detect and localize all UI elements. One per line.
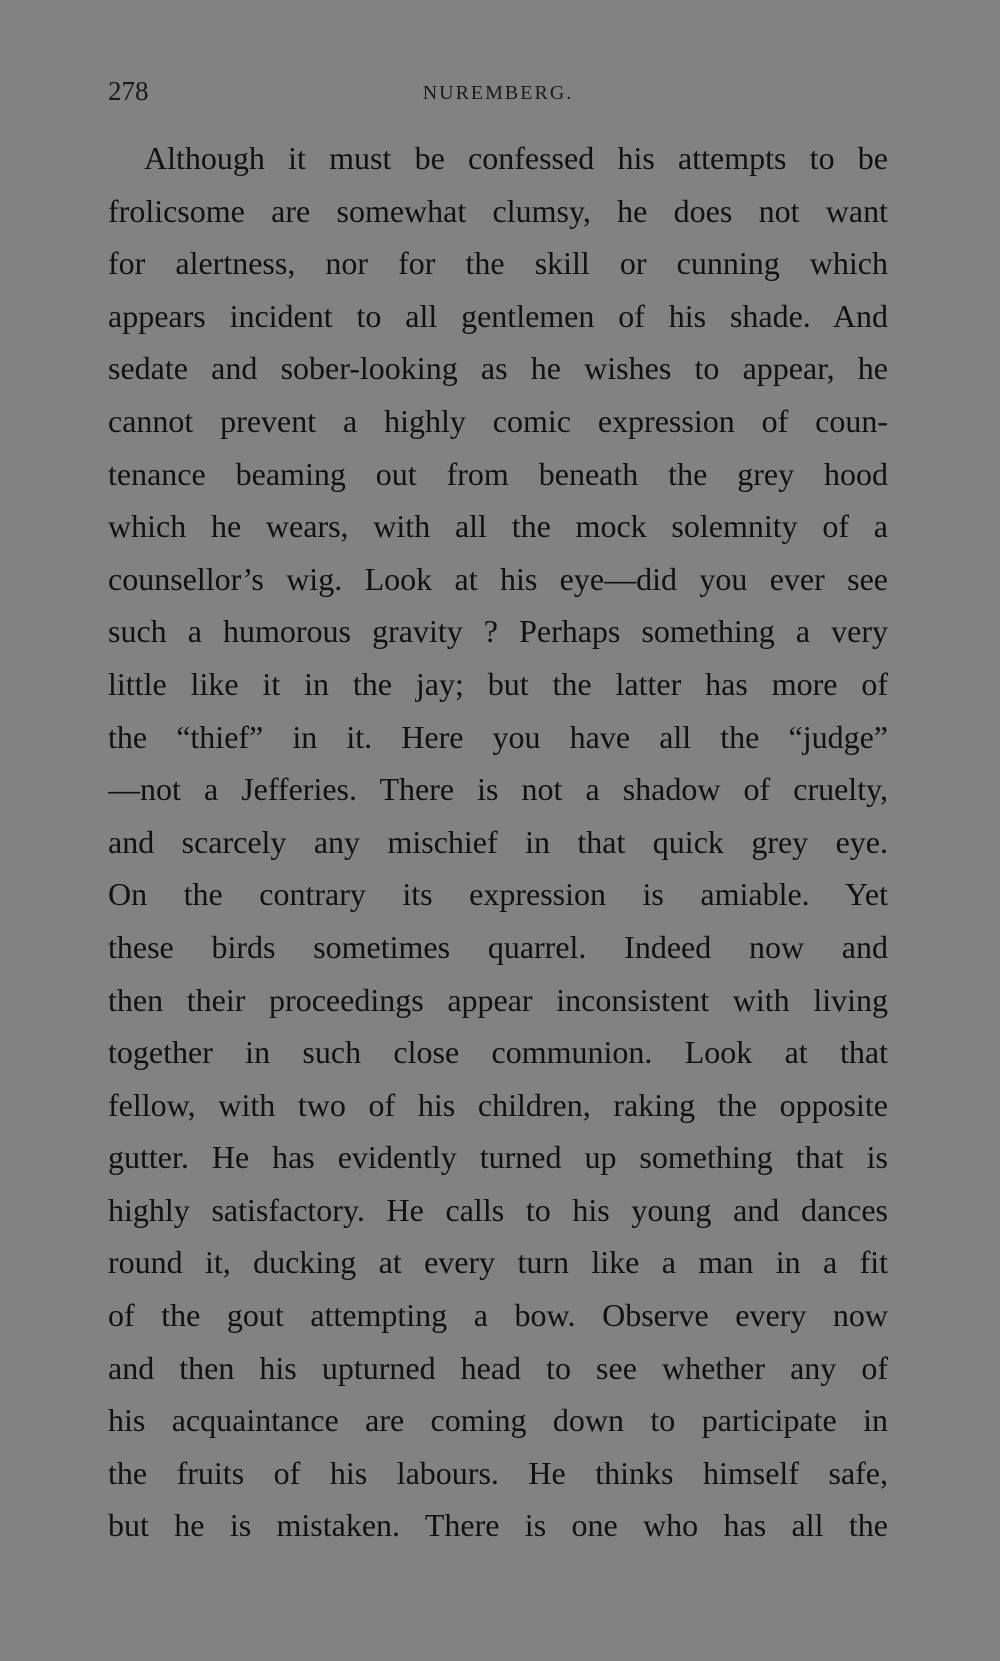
text-line: and then his upturned head to see whether any of (108, 1349, 888, 1386)
text-line: frolicsome are somewhat clumsy, he does not want (108, 192, 888, 229)
text-line: together in such close communion. Look at that (108, 1034, 888, 1071)
text-line: his acquaintance are coming down to participate in (108, 1402, 888, 1439)
text-line: —not a Jefferies. There is not a shadow of cruelty, (108, 771, 888, 808)
text-line: gutter. He has evidently turned up something that is (108, 1139, 888, 1176)
text-line: Although it must be confessed his attempts to be (144, 140, 888, 176)
text-line: appears incident to all gentlemen of his shade. And (108, 297, 888, 334)
text-line: which he wears, with all the mock solemnity of a (108, 508, 888, 545)
text-line: On the contrary its expression is amiable. Yet (108, 876, 888, 913)
body-text (108, 132, 888, 1552)
text-line: the fruits of his labours. He thinks himself safe, (108, 1454, 888, 1491)
text-line: but he is mistaken. There is one who has all the (108, 1507, 888, 1544)
text-line: then their proceedings appear inconsistent with living (108, 981, 888, 1018)
text-line: and scarcely any mischief in that quick grey eye. (108, 823, 888, 860)
text-line: counsellor’s wig. Look at his eye—did you ever see (108, 560, 888, 597)
page-header (108, 76, 888, 112)
text-line: these birds sometimes quarrel. Indeed now and (108, 928, 888, 965)
text-line: fellow, with two of his children, raking the opposite (108, 1086, 888, 1123)
running-title: NUREMBERG. (422, 82, 574, 104)
text-line: round it, ducking at every turn like a man in a fit (108, 1244, 888, 1281)
text-line: little like it in the jay; but the latter has more of (108, 665, 888, 702)
page-number: 278 (108, 76, 149, 106)
text-line: sedate and sober-looking as he wishes to appear, he (108, 350, 888, 387)
text-line: for alertness, nor for the skill or cunning which (108, 245, 888, 282)
text-line: tenance beaming out from beneath the grey hood (108, 455, 888, 492)
text-line: such a humorous gravity ? Perhaps something a very (108, 613, 888, 650)
text-line: the “thief” in it. Here you have all the “judge” (108, 718, 888, 755)
text-line: cannot prevent a highly comic expression of coun- (108, 402, 888, 439)
text-line: of the gout attempting a bow. Observe every now (108, 1297, 888, 1334)
text-line: highly satisfactory. He calls to his young and dances (108, 1191, 888, 1228)
